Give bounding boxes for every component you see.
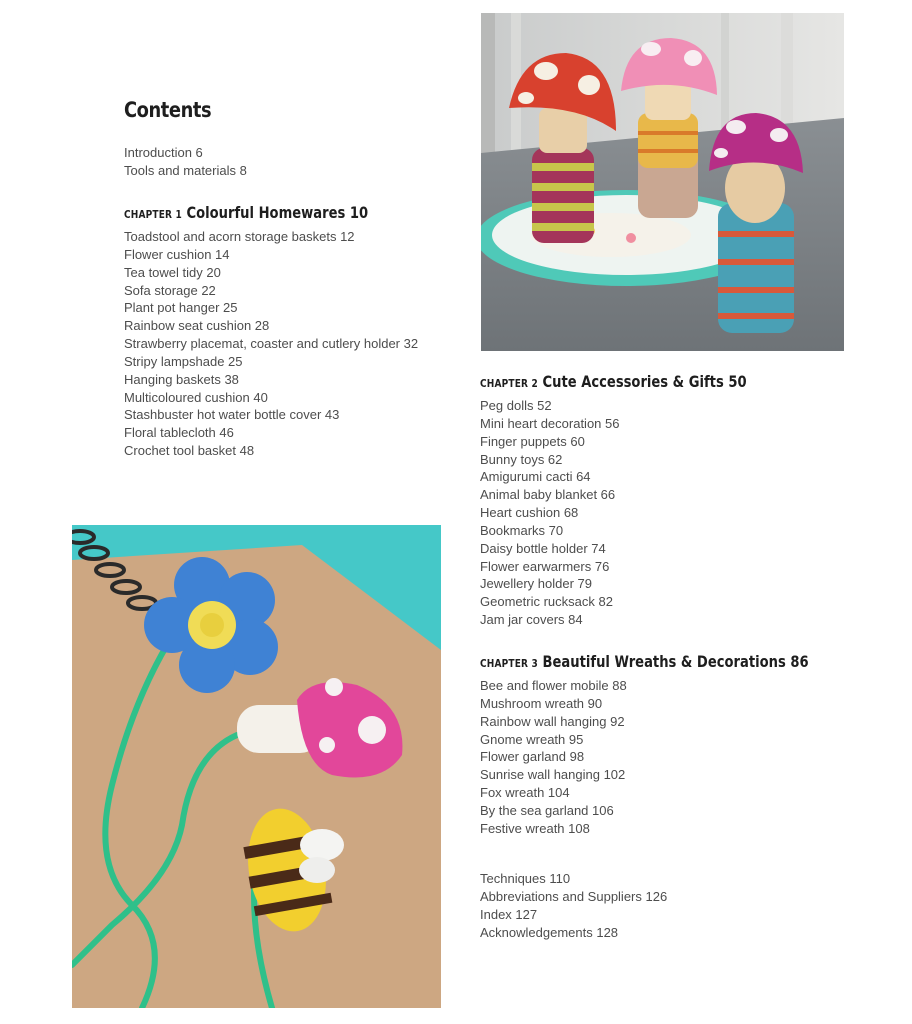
chapter-2-list: [480, 397, 619, 629]
toc-entry: Tools and materials 8: [124, 162, 247, 178]
toc-entry: Stashbuster hot water bottle cover 43: [124, 407, 340, 423]
toc-entry: Crochet tool basket 48: [124, 443, 255, 459]
toc-entry: Festive wreath 108: [480, 820, 590, 836]
chapter-3-list: [480, 677, 627, 838]
toc-entry: Gnome wreath 95: [480, 731, 584, 747]
toc-entry: Finger puppets 60: [480, 433, 585, 449]
toc-entry: Rainbow seat cushion 28: [124, 318, 270, 334]
toc-entry: Bookmarks 70: [480, 522, 564, 538]
toc-entry: Stripy lampshade 25: [124, 353, 243, 369]
toc-entry: By the sea garland 106: [480, 802, 614, 818]
toc-entry: Hanging baskets 38: [124, 371, 239, 387]
chapter-2-label: CHAPTER 2: [480, 377, 538, 390]
toc-entry: Techniques 110: [480, 871, 571, 886]
chapter-3-label: CHAPTER 3: [480, 657, 538, 670]
toc-entry: Animal baby blanket 66: [480, 487, 616, 503]
toc-entry: Rainbow wall hanging 92: [480, 713, 625, 729]
page-title: Contents: [124, 98, 212, 122]
chapter-3-heading: [480, 652, 809, 671]
toc-entry: Jam jar covers 84: [480, 612, 583, 628]
bookmarks-photo: [72, 525, 441, 1008]
toc-entry: Index 127: [480, 906, 538, 922]
end-matter-list: [480, 870, 667, 941]
toc-entry: Amigurumi cacti 64: [480, 469, 591, 485]
intro-list: [124, 144, 247, 180]
toc-entry: Fox wreath 104: [480, 785, 570, 801]
chapter-1-list: [124, 228, 418, 460]
toc-entry: Abbreviations and Suppliers 126: [480, 888, 668, 904]
toc-entry: Tea towel tidy 20: [124, 264, 221, 280]
toc-entry: Peg dolls 52: [480, 398, 552, 413]
toc-entry: Jewellery holder 79: [480, 576, 593, 592]
toc-entry: Flower cushion 14: [124, 246, 230, 262]
toc-entry: Bee and flower mobile 88: [480, 678, 627, 693]
toc-entry: Acknowledgements 128: [480, 924, 619, 940]
toc-entry: Floral tablecloth 46: [124, 425, 234, 441]
toc-entry: Sofa storage 22: [124, 282, 216, 298]
toc-entry: Strawberry placemat, coaster and cutlery holder 32: [124, 336, 419, 352]
toc-entry: Sunrise wall hanging 102: [480, 767, 626, 783]
peg-dolls-photo: [481, 13, 844, 351]
toc-entry: Heart cushion 68: [480, 505, 579, 521]
chapter-2-title: Cute Accessories & Gifts 50: [542, 372, 747, 391]
toc-entry: Multicoloured cushion 40: [124, 389, 268, 405]
chapter-1-title: Colourful Homewares 10: [186, 203, 369, 222]
toc-entry: Mini heart decoration 56: [480, 415, 620, 431]
chapter-2-heading: [480, 372, 747, 391]
toc-entry: Geometric rucksack 82: [480, 594, 613, 610]
toc-entry: Bunny toys 62: [480, 451, 563, 467]
toc-entry: Flower garland 98: [480, 749, 585, 765]
toc-entry: Daisy bottle holder 74: [480, 540, 606, 556]
toc-entry: Flower earwarmers 76: [480, 558, 610, 574]
chapter-3-title: Beautiful Wreaths & Decorations 86: [542, 652, 809, 671]
toc-entry: Introduction 6: [124, 145, 203, 160]
chapter-1-heading: [124, 203, 368, 222]
toc-entry: Plant pot hanger 25: [124, 300, 238, 316]
toc-entry: Toadstool and acorn storage baskets 12: [124, 229, 355, 244]
chapter-1-label: CHAPTER 1: [124, 208, 182, 221]
toc-entry: Mushroom wreath 90: [480, 695, 603, 711]
